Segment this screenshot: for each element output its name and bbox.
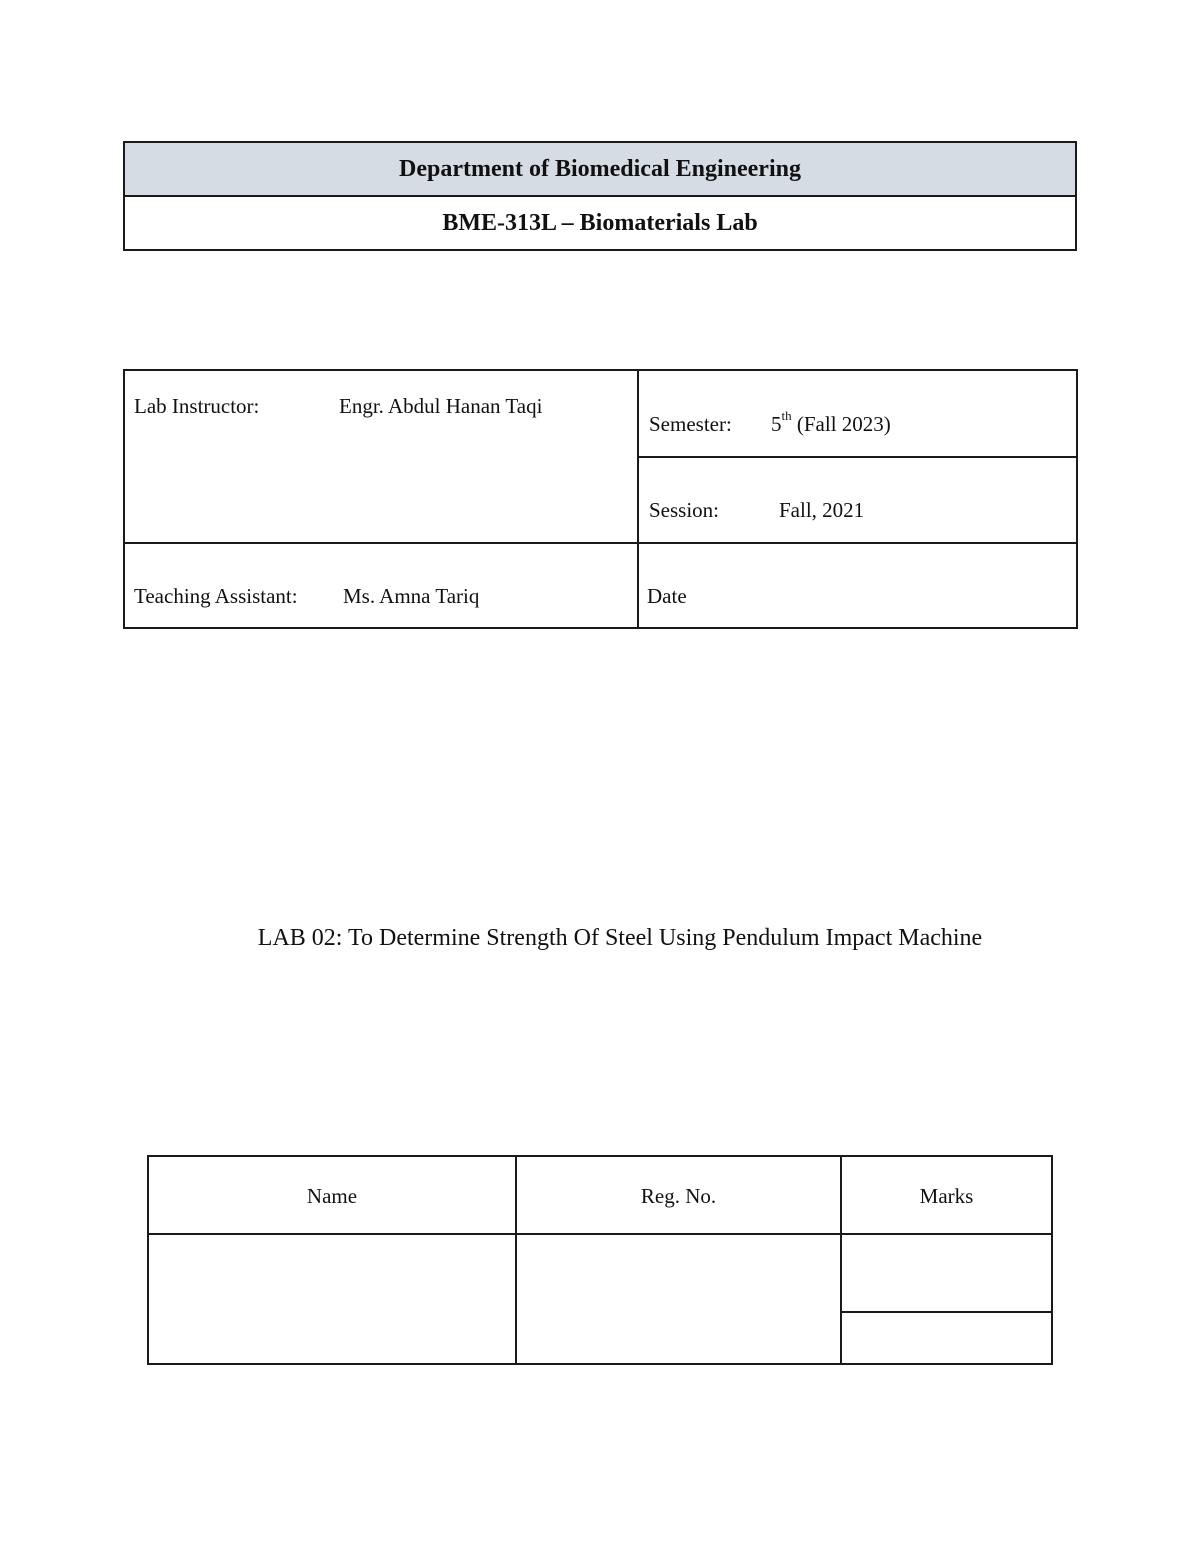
- semester-value: [771, 408, 891, 437]
- semester-term: (Fall 2023): [796, 412, 891, 436]
- semester-label: Semester:: [649, 412, 732, 436]
- table-divider: [638, 456, 1076, 458]
- date-label: Date: [647, 584, 687, 608]
- name-header: Name: [306, 1183, 358, 1208]
- student-table: [147, 1155, 1053, 1365]
- semester-suffix: th: [781, 408, 792, 423]
- course-title: BME-313L – Biomaterials Lab: [442, 209, 758, 236]
- semester-number: 5: [771, 412, 782, 436]
- table-divider: [638, 542, 1076, 544]
- reg-no-cell[interactable]: [517, 1235, 840, 1363]
- session-value: Fall, 2021: [779, 498, 865, 522]
- table-divider: [637, 371, 639, 627]
- department-title: Department of Biomedical Engineering: [125, 143, 1075, 197]
- teaching-assistant-label: Teaching Assistant:: [134, 584, 298, 608]
- document-header: [123, 141, 1077, 251]
- name-cell[interactable]: [149, 1235, 515, 1363]
- lab-info-table: [123, 369, 1078, 629]
- marks-total-cell[interactable]: [842, 1313, 1051, 1363]
- table-divider: [125, 542, 638, 544]
- teaching-assistant-value: Ms. Amna Tariq: [343, 584, 480, 608]
- marks-cell[interactable]: [842, 1235, 1051, 1311]
- marks-header: Marks: [919, 1183, 974, 1208]
- lab-instructor-value: Engr. Abdul Hanan Taqi: [339, 394, 543, 418]
- lab-title: LAB 02: To Determine Strength Of Steel Using Pendulum Impact Machine: [257, 925, 983, 951]
- lab-instructor-label: Lab Instructor:: [134, 394, 260, 418]
- session-label: Session:: [649, 498, 720, 522]
- reg-no-header: Reg. No.: [640, 1183, 717, 1208]
